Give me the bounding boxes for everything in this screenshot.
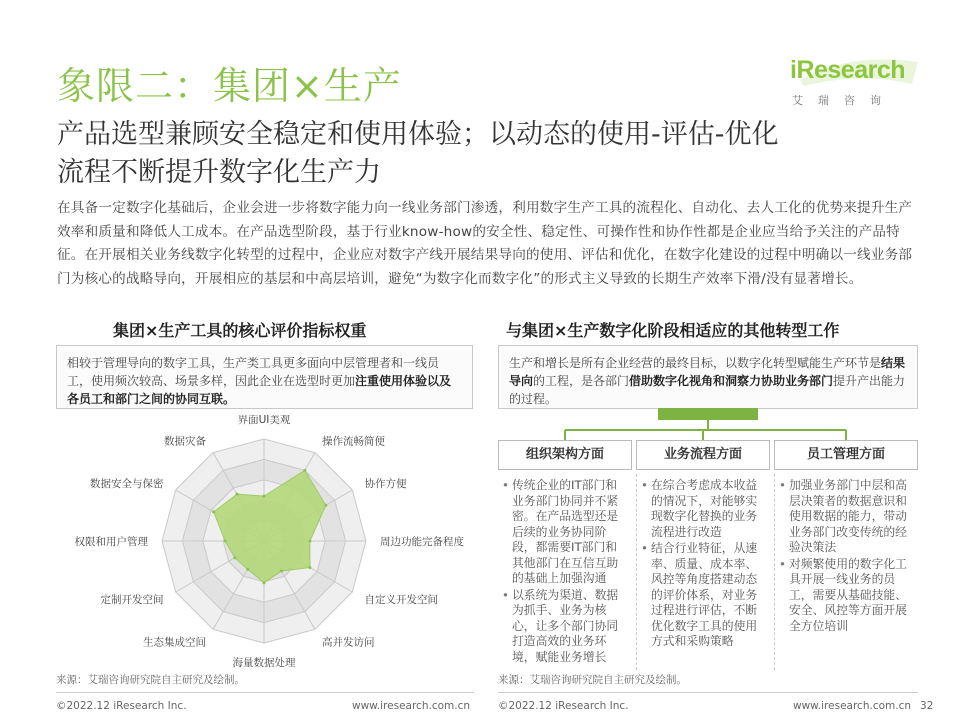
radar-axis-label: 数据灾备 xyxy=(164,435,206,448)
radar-data-point xyxy=(263,495,266,498)
radar-axis-label: 生态集成空间 xyxy=(143,636,206,649)
category-org-structure: 组织架构方面 xyxy=(498,440,632,470)
left-source-note: 来源：艾瑞咨询研究院自主研究及绘制。 xyxy=(56,674,245,686)
radar-axis-label: 高并发访问 xyxy=(322,636,375,649)
intro-paragraph: 在具备一定数字化基础后，企业会进一步将数字能力向一线业务部门渗透，利用数字生产工具的流程化、自动化、去人工化的优势来提升生产效率和质量和降低人工成本。在产品选型阶段，基于行业know-how的安全性、稳定性、可操作性和协作性都是企业应当给予关注的产品特征。在开展相关业务线数字化转型的过程中，企业应对数字产线开展结果导向的使用、评估和优化，在数字化建设的过程中明确以一线业务部门为核心的战略导向，开展相应的基层和中高层培训，避免“为数字化而数字化”的形式主义导致的长期生产效率下滑/没有显著增长。 xyxy=(57,200,913,287)
radar-data-point xyxy=(308,566,311,569)
radar-data-point xyxy=(224,540,227,543)
radar-axis-label: 定制开发空间 xyxy=(100,594,164,606)
radar-axis-label: 自定义开发空间 xyxy=(364,594,438,606)
radar-chart xyxy=(56,415,473,670)
radar-data-point xyxy=(233,556,236,559)
footer-url-left[interactable]: www.iresearch.com.cn xyxy=(352,700,471,712)
radar-axis-label: 协作方便 xyxy=(364,478,407,490)
list-item: • 结合行业特征，从速率、质量、成本率、风控等角度搭建动态的评价体系，对业务过程进行评估，不断优化数字工具的使用方式和采购策略 xyxy=(651,541,764,650)
radar-axis-label: 操作流畅简便 xyxy=(322,435,385,448)
page-subtitle xyxy=(57,116,937,192)
page-title: 象限二：集团×生产 xyxy=(57,64,402,108)
radar-axis-label: 海量数据处理 xyxy=(232,657,296,669)
footer-url-right[interactable]: www.iresearch.com.cn xyxy=(793,700,912,712)
left-section-heading: 集团×生产工具的核心评价指标权重 xyxy=(113,321,367,340)
logo-subtitle: 艾瑞咨询 xyxy=(792,94,896,107)
list-item: • 加强业务部门中层和高层决策者的数据意识和使用数据的能力，带动业务部门改变传统的经验决策法 xyxy=(789,478,912,556)
right-section-heading: 与集团×生产数字化阶段相适应的其他转型工作 xyxy=(506,321,840,340)
page-number: 32 xyxy=(920,700,934,712)
right-box-text-1: 生产和增长是所有企业经营的最终目标，以数字化转型赋能生产环节是 xyxy=(509,356,882,370)
radar-data-point xyxy=(246,568,249,571)
footer-copyright-right: ©2022.12 iResearch Inc. xyxy=(498,700,629,712)
connector-hub xyxy=(658,408,758,420)
left-summary-box xyxy=(56,345,473,409)
left-box-highlight: 注重使用体验以及各员工和部门之间的协同互联。 xyxy=(67,374,452,406)
radar-data-point xyxy=(308,540,311,543)
right-summary-box xyxy=(498,345,918,409)
radar-axis-label: 数据安全与保密 xyxy=(90,478,164,490)
org-structure-column xyxy=(498,474,632,670)
list-item: • 传统企业的IT部门和业务部门协同并不紧密。在产品选型还是后续的业务协同阶段，都需要IT部门和其他部门在互信互助的基础上加强沟通 xyxy=(512,478,626,587)
radar-data-point xyxy=(280,570,283,573)
left-box-text: 相较于管理导向的数字工具，生产类工具更多面向中层管理者和一线员工，使用频次较高、场景多样，因此企业在选型时更加 xyxy=(67,356,440,388)
radar-axis-label: 界面UI美观 xyxy=(237,415,291,426)
right-box-text-3: 提升产出能力的过程。 xyxy=(509,374,906,406)
right-box-highlight-2: 借助数字化视角和洞察力协助业务部门 xyxy=(629,374,834,388)
right-box-highlight-1: 结果导向 xyxy=(509,356,906,388)
business-process-column xyxy=(636,474,770,670)
staff-management-column xyxy=(774,474,918,670)
logo-wordmark: iResearch xyxy=(790,56,906,84)
category-staff-management: 员工管理方面 xyxy=(774,440,918,470)
radar-axis-label: 权限和用户管理 xyxy=(74,536,148,548)
category-business-process: 业务流程方面 xyxy=(636,440,770,470)
right-box-text-2: 的工程，是各部门 xyxy=(533,374,630,388)
radar-data-point xyxy=(324,504,327,507)
radar-axis-label: 周边功能完备程度 xyxy=(380,536,464,548)
radar-data-point xyxy=(263,581,266,584)
list-item: • 以系统为渠道、数据为抓手、业务为核心，让多个部门协同打造高效的业务环境，赋能业务增长 xyxy=(512,588,626,666)
iresearch-logo xyxy=(790,50,920,112)
list-item: • 对频繁使用的数字化工具开展一线业务的员工，需要从基础技能、安全、风控等方面开展全方位培训 xyxy=(789,557,912,635)
subtitle-line-2: 流程不断提升数字化生产力 xyxy=(57,157,381,188)
footer-copyright-left: ©2022.12 iResearch Inc. xyxy=(56,700,187,712)
footer-divider-left xyxy=(56,692,474,693)
subtitle-line-1: 产品选型兼顾安全稳定和使用体验；以动态的使用-评估-优化 xyxy=(57,119,779,150)
right-source-note: 来源：艾瑞咨询研究院自主研究及绘制。 xyxy=(498,674,687,686)
radar-data-point xyxy=(212,510,215,513)
list-item: • 在综合考虑成本收益的情况下，对能够实现数字化替换的业务流程进行改造 xyxy=(651,478,764,540)
footer-divider-right xyxy=(498,692,918,693)
radar-data-point xyxy=(235,493,238,496)
radar-data-point xyxy=(303,469,306,472)
